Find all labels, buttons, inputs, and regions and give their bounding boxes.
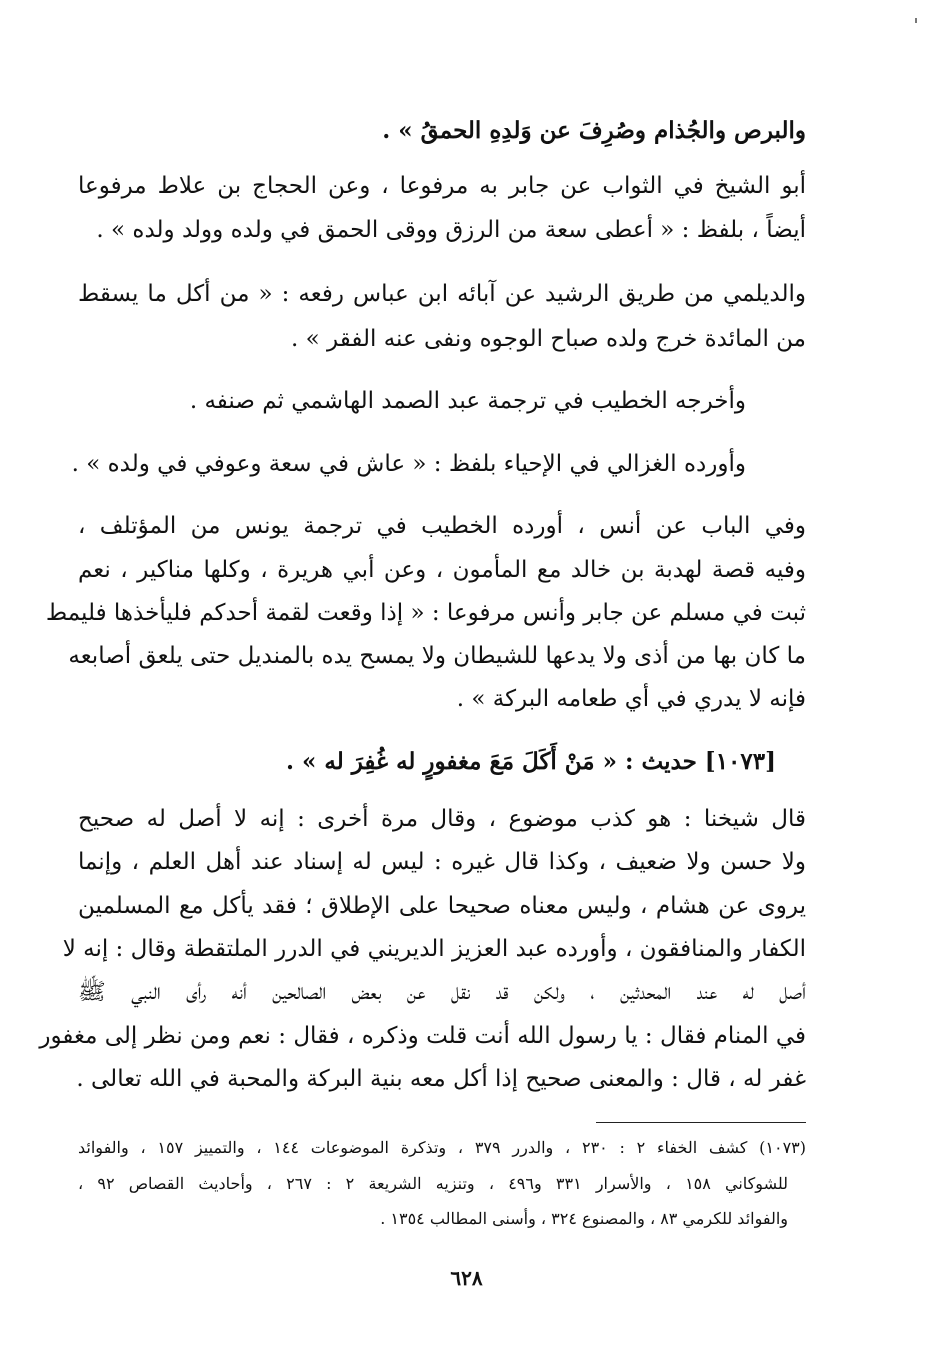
text-line: والديلمي من طريق الرشيد عن آبائه ابن عباس رفعه : « من أكل ما يسقط bbox=[78, 281, 806, 307]
text-line: ثبت في مسلم عن جابر وأنس مرفوعا : « إذا وقعت لقمة أحدكم فليأخذها فليمط bbox=[45, 600, 806, 626]
text-line: والبرص والجُذام وصُرِفَ عن وَلدِهِ الحمقُ » . bbox=[382, 117, 806, 144]
text-line: الكفار والمنافقون ، وأورده عبد العزيز الديريني في الدرر الملتقطة وقال : إنه لا bbox=[62, 936, 806, 962]
footnote-line: (١٠٧٣) كشف الخفاء ٢ : ٢٣٠ ، والدرر ٣٧٩ ، وتذكرة الموضوعات ١٤٤ ، والتمييز ١٥٧ ، والفوائد bbox=[78, 1138, 807, 1157]
text-line: أبو الشيخ في الثواب عن جابر به مرفوعا ، وعن الحجاج بن علاط مرفوعا bbox=[78, 173, 806, 199]
footnote-divider bbox=[596, 1122, 806, 1123]
text-line: ما كان بها من أذى ولا يدعها للشيطان ولا يمسح يده بالمنديل حتى يلعق أصابعه bbox=[68, 643, 806, 669]
text-line: وفيه قصة لهدبة بن خالد مع المأمون ، وعن أبي هريرة ، وكلها مناكير ، نعم bbox=[78, 557, 806, 583]
text-line: ولا حسن ولا ضعيف ، وكذا قال غيره : ليس له إسناد عند أهل العلم ، وإنما bbox=[78, 849, 806, 875]
footnote-line: للشوكاني ١٥٨ ، والأسرار ٣٣١ و٤٩٦ ، وتنزيه الشريعة ٢ : ٢٦٧ ، وأحاديث القصاص ٩٢ ، bbox=[78, 1174, 789, 1193]
text-line: أيضاً ، بلفظ : « أعطى سعة من الرزق ووقى الحمق في ولده وولد ولده » . bbox=[96, 217, 806, 243]
text-line: فإنه لا يدري في أي طعامه البركة » . bbox=[456, 686, 806, 712]
text-line: وأورده الغزالي في الإحياء بلفظ : « عاش في سعة وعوفي في ولده » . bbox=[71, 451, 746, 477]
text-line: من المائدة خرج ولده صباح الوجوه ونفى عنه الفقر » . bbox=[291, 326, 806, 352]
text-line: قال شيخنا : هو كذب موضوع ، وقال مرة أخرى : إنه لا أصل له صحيح bbox=[78, 806, 806, 832]
text-line: وفي الباب عن أنس ، أورده الخطيب في ترجمة يونس من المؤتلف ، bbox=[78, 513, 806, 539]
text-line: غفر له ، قال : والمعنى صحيح إذا أكل معه بنية البركة والمحبة في الله تعالى . bbox=[76, 1066, 806, 1092]
footnote-line: والفوائد للكرمي ٨٣ ، والمصنوع ٣٢٤ ، وأسنى المطالب ١٣٥٤ . bbox=[380, 1209, 788, 1228]
text-line: أصل له عند المحدثين ، ولكن قد نقل عن بعض الصالحين أنه رأى النبي ﷺ bbox=[78, 979, 806, 1005]
text-line: يروى عن هشام ، وليس معناه صحيحا على الإطلاق ؛ فقد يأكل مع المسلمين bbox=[78, 893, 806, 919]
page-number: ٦٢٨ bbox=[450, 1266, 483, 1290]
scan-mark bbox=[915, 18, 917, 23]
hadith-heading: [١٠٧٣] حديث : « مَنْ أَكَلَ مَعَ مغفورٍ له غُفِرَ له » . bbox=[285, 748, 776, 775]
text-line: في المنام فقال : يا رسول الله أنت قلت وذكره ، فقال : نعم ومن نظر إلى مغفور bbox=[39, 1023, 806, 1049]
text-line: وأخرجه الخطيب في ترجمة عبد الصمد الهاشمي ثم صنفه . bbox=[189, 388, 746, 414]
